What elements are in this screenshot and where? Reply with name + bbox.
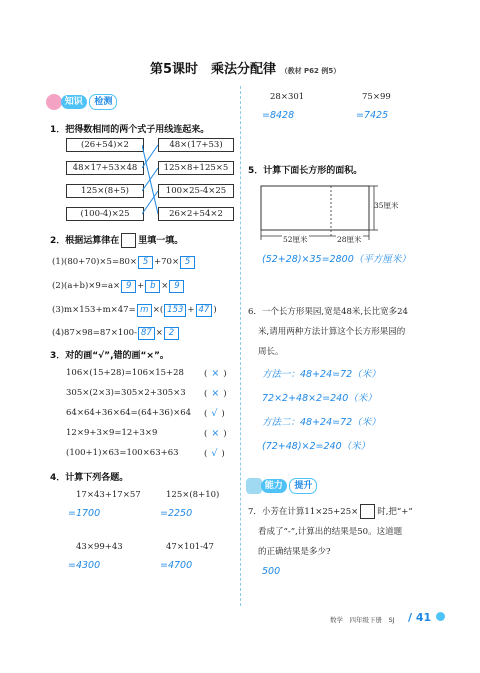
footer-page-number: / 41: [408, 611, 432, 624]
q1-connecting-lines: [142, 138, 158, 222]
q4-expr-2: 125×(8+10): [166, 490, 220, 500]
q7-answer: 500: [262, 566, 281, 577]
q7-line-1: 7．小芳在计算11×25+25× 时,把“+”: [248, 504, 413, 519]
footer-subject: 数学 四年级下册 SJ: [330, 616, 395, 624]
q1-label: 1．把得数相同的两个式子用线连起来。: [50, 125, 210, 135]
q6-answer-1: 方法一：48+24=72（米）: [262, 369, 381, 380]
q4-answer-5: =8428: [262, 110, 295, 121]
q4-answer-3: =4300: [68, 560, 101, 571]
q5-length-a: 52厘米: [283, 235, 308, 244]
q1-right-1: 48×(17+53): [158, 138, 234, 152]
q4-answer-4: =4700: [160, 560, 193, 571]
q5-label: 5．计算下面长方形的面积。: [248, 166, 363, 176]
q1-left-2: 48×17+53×48: [66, 161, 144, 175]
q3-expr-4: 12×9+3×9=12+3×9: [66, 428, 158, 438]
q6-line-1: 6．一个长方形果园,宽是48米,长比宽多24: [248, 307, 408, 317]
q3-mark-3: ( √ ): [204, 408, 225, 419]
q5-width-label: 35厘米: [374, 201, 399, 210]
q6-answer-3: 方法二：48+24=72（米）: [262, 417, 381, 428]
q4-expr-4: 47×101-47: [166, 542, 214, 552]
q4-expr-5: 28×301: [270, 92, 305, 102]
badge-icon: [46, 94, 62, 110]
q1-right-3: 100×25-4×25: [158, 184, 234, 198]
q2-item-1: (1)(80+70)×5=80× 5 +70× 5: [52, 256, 196, 269]
q2-item-4: (4)87×98=87×100- 87 × 2: [52, 327, 180, 340]
q7-line-2: 看成了“-”,计算出的结果是50。这道题: [258, 527, 403, 537]
q1-right-2: 125×8+125×5: [158, 161, 234, 175]
page-title: 第5课时 乘法分配律 （教材 P62 例5）: [150, 62, 341, 77]
q6-line-2: 米,请用两种方法计算这个长方形果园的: [258, 327, 406, 337]
q2-item-2: (2)(a+b)×9=a× 9 + b × 9: [52, 280, 185, 293]
q3-mark-4: ( × ): [204, 428, 227, 439]
q1-left-4: (100-4)×25: [66, 207, 144, 221]
blank-box: [360, 504, 375, 519]
q4-expr-6: 75×99: [362, 92, 391, 102]
knowledge-check-badge: 知识 检测: [46, 94, 117, 110]
q4-answer-1: =1700: [68, 508, 101, 519]
q6-answer-2: 72×2+48×2=240（米）: [262, 393, 377, 404]
q4-expr-1: 17×43+17×57: [76, 490, 141, 500]
q4-expr-3: 43×99+43: [76, 542, 123, 552]
column-divider: [240, 86, 241, 606]
q3-mark-1: ( × ): [204, 368, 227, 379]
q4-label: 4．计算下列各题。: [50, 473, 129, 483]
q2-label: 2．根据运算律在 里填一填。: [50, 233, 183, 248]
q1-right-4: 26×2+54×2: [158, 207, 234, 221]
q3-label: 3．对的画“√”,错的画“×”。: [50, 351, 169, 361]
footer-decoration-icon: [436, 612, 445, 621]
q6-line-3: 周长。: [258, 347, 284, 357]
q4-answer-6: =7425: [356, 110, 389, 121]
q3-mark-2: ( × ): [204, 388, 227, 399]
q5-answer: (52+28)×35=2800（平方厘米）: [262, 254, 411, 265]
badge-icon: [246, 478, 262, 494]
q4-answer-2: =2250: [160, 508, 193, 519]
ability-boost-badge: 能力 提升: [246, 478, 317, 494]
q3-expr-3: 64×64+36×64=(64+36)×64: [66, 408, 192, 418]
q3-expr-1: 106×(15+28)=106×15+28: [66, 368, 184, 378]
q7-line-3: 的正确结果是多少?: [258, 547, 331, 557]
q3-expr-2: 305×(2×3)=305×2+305×3: [66, 388, 186, 398]
textbook-reference: （教材 P62 例5）: [280, 67, 341, 75]
q1-left-3: 125×(8+5): [66, 184, 144, 198]
blank-box: [121, 233, 136, 248]
q6-answer-4: (72+48)×2=240（米）: [262, 441, 371, 452]
q1-left-1: (26+54)×2: [66, 138, 144, 152]
q2-item-3: (3)m×153+m×47= m ×( 153 + 47 ): [52, 305, 217, 315]
q5-rectangle-diagram: [256, 180, 382, 246]
q3-mark-5: ( √ ): [204, 448, 225, 459]
q5-length-b: 28厘米: [337, 235, 362, 244]
q3-expr-5: (100+1)×63=100×63+63: [66, 448, 179, 458]
